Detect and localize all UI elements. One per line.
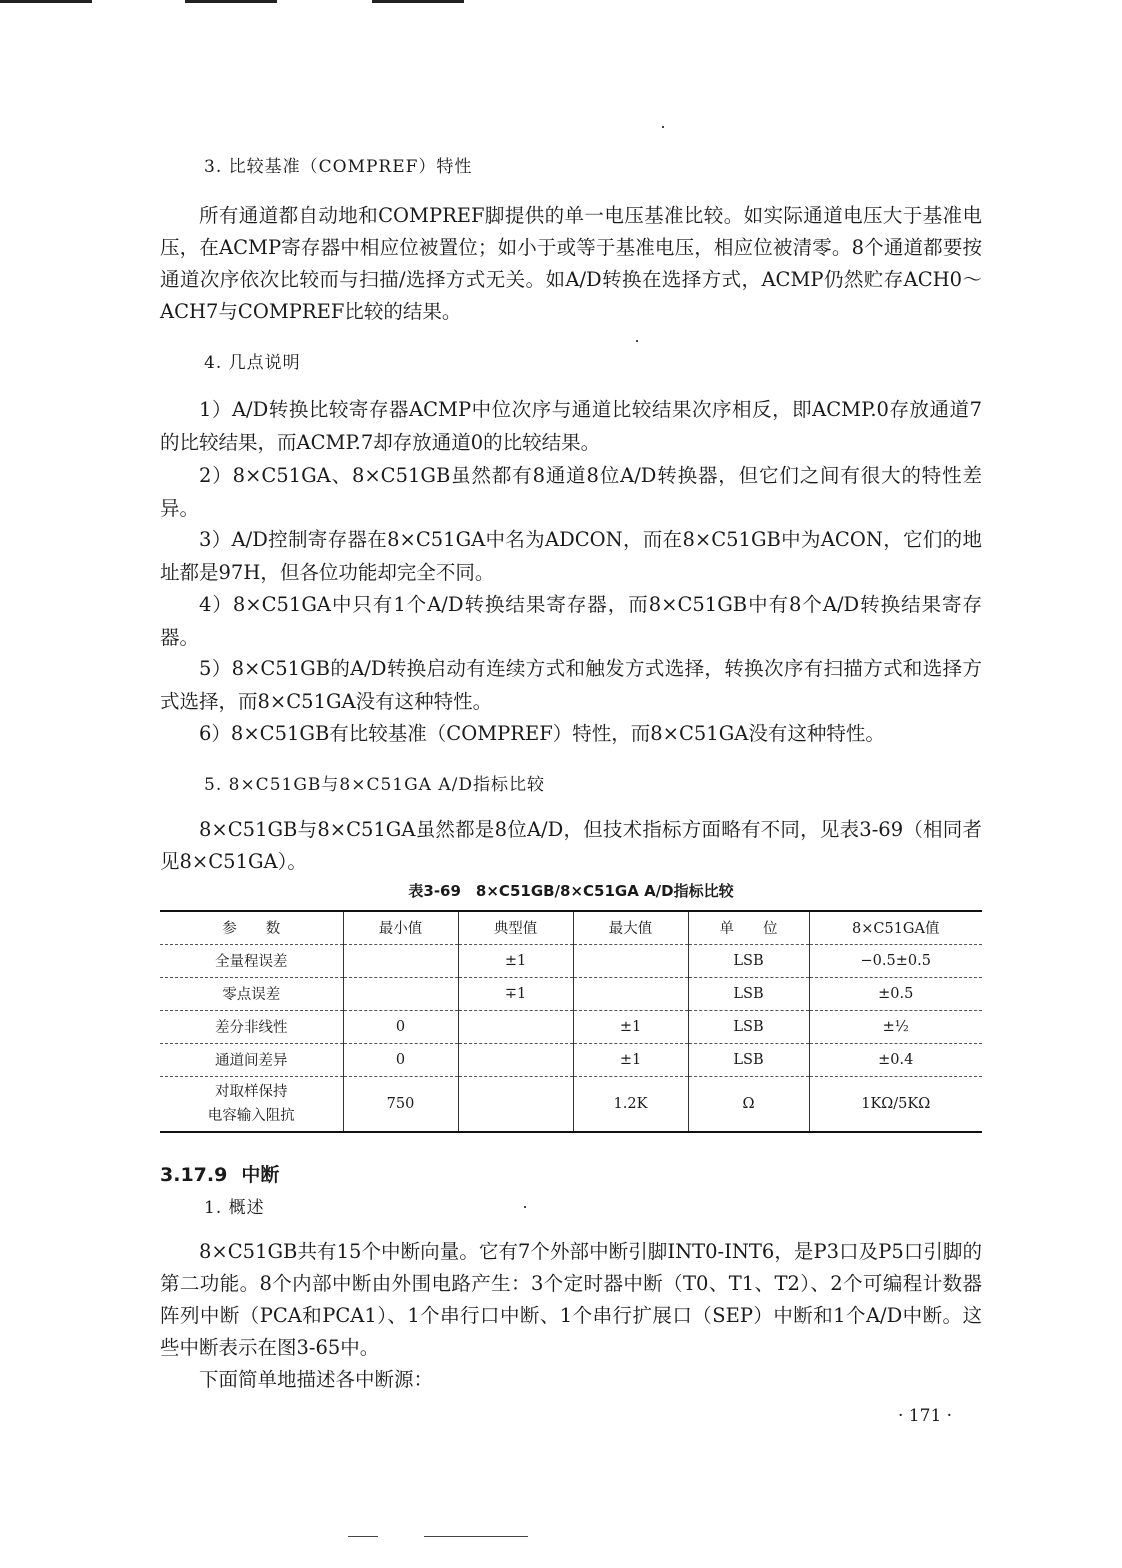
table-cell: ±0.5 (809, 977, 982, 1010)
heading-notes: 4. 几点说明 (204, 353, 301, 373)
table-row (160, 1010, 982, 1043)
table-cell: −0.5±0.5 (809, 944, 982, 977)
table-cell: 1KΩ/5KΩ (809, 1076, 982, 1132)
scan-edge-rule (372, 0, 464, 3)
table-cell: 750 (343, 1076, 458, 1132)
paragraph-interrupt (160, 1236, 982, 1364)
note-item: 6）8×C51GB有比较基准（COMPREF）特性，而8×C51GA没有这种特性。 (199, 722, 885, 745)
paragraph-compref (160, 200, 982, 328)
table-cell: 0 (343, 1010, 458, 1043)
table-row (160, 944, 982, 977)
param-line: 对取样保持 (215, 1083, 288, 1100)
table-cell: LSB (688, 1043, 809, 1076)
heading-compref: 3. 比较基准（COMPREF）特性 (204, 157, 473, 177)
param-line: 电容输入阻抗 (207, 1107, 295, 1124)
table-cell: 1.2K (573, 1076, 688, 1132)
table-row (160, 1043, 982, 1076)
note-item: 5）8×C51GB的A/D转换启动有连续方式和触发方式选择，转换次序有扫描方式和选择方式选择，而8×C51GA没有这种特性。 (160, 657, 982, 713)
table-header-row (160, 911, 982, 944)
table-cell: 0 (343, 1043, 458, 1076)
scan-edge-rule (185, 0, 277, 3)
paragraph-text: 下面简单地描述各中断源： (199, 1368, 434, 1391)
note-item: 3）A/D控制寄存器在8×C51GA中名为ADCON，而在8×C51GB中为ACON，它们的地址都是97H，但各位功能却完全不同。 (160, 528, 982, 584)
table-cell: 零点误差 (222, 987, 281, 1003)
spec-table (160, 910, 982, 1133)
table-cell: ±1 (573, 1010, 688, 1043)
section-title: 中断 (241, 1164, 280, 1186)
table-cell (458, 1010, 573, 1043)
table-cell (160, 1076, 343, 1132)
heading-comparison: 5. 8×C51GB与8×C51GA A/D指标比较 (204, 775, 545, 795)
scan-edge-rule (0, 0, 92, 3)
table-cell: ±1 (458, 944, 573, 977)
note-item: 2）8×C51GA、8×C51GB虽然都有8通道8位A/D转换器，但它们之间有很大的特性差异。 (160, 464, 982, 520)
table-row (160, 1076, 982, 1132)
table-cell: 差分非线性 (215, 1020, 288, 1036)
paragraph-text: 所有通道都自动地和COMPREF脚提供的单一电压基准比较。如实际通道电压大于基准电压，在ACMP寄存器中相应位被置位；如小于或等于基准电压，相应位被清零。8个通道都要按通道次序依次比较而与扫描/选择方式无关。如A/D转换在选择方式，ACMP仍然贮存ACH0～ACH7与COMPREF比较的结果。 (160, 204, 982, 323)
table-cell: LSB (688, 944, 809, 977)
table-cell (458, 1043, 573, 1076)
paragraph-comparison (160, 814, 982, 878)
column-header: 参 数 (222, 921, 281, 938)
table-cell: ∓1 (458, 977, 573, 1010)
table-cell: LSB (688, 977, 809, 1010)
column-header: 单 位 (688, 911, 809, 944)
column-header: 最小值 (343, 911, 458, 944)
heading-overview: 1. 概述 (204, 1198, 265, 1218)
section-heading (160, 1160, 293, 1187)
column-header: 典型值 (458, 911, 573, 944)
paragraph-sources (160, 1364, 982, 1396)
scan-speck (636, 340, 638, 342)
scan-speck (348, 1536, 378, 1537)
paragraph-text: 8×C51GB共有15个中断向量。它有7个外部中断引脚INT0-INT6，是P3口及P5口引脚的第二功能。8个内部中断由外围电路产生：3个定时器中断（T0、T1、T2）、2个可编程计数器阵列中断（PCA和PCA1）、1个串行口中断、1个串行扩展口（SEP）中断和1个A/D中断。这些中断表示在图3-65中。 (160, 1240, 982, 1359)
column-header: 8×C51GA值 (809, 911, 982, 944)
scan-speck (524, 1206, 526, 1208)
table-cell: ±½ (809, 1010, 982, 1043)
note-item: 1）A/D转换比较寄存器ACMP中位次序与通道比较结果次序相反，即ACMP.0存放通道7的比较结果，而ACMP.7却存放通道0的比较结果。 (160, 398, 982, 454)
scan-speck (662, 126, 664, 128)
table-cell: 通道间差异 (215, 1053, 288, 1069)
table-cell: Ω (688, 1076, 809, 1132)
scan-speck (424, 1536, 528, 1537)
note-item: 4）8×C51GA中只有1个A/D转换结果寄存器，而8×C51GB中有8个A/D转换结果寄存器。 (160, 593, 982, 649)
table-cell (573, 944, 688, 977)
table-cell: LSB (688, 1010, 809, 1043)
column-header: 最大值 (573, 911, 688, 944)
table-cell: ±1 (573, 1043, 688, 1076)
table-row (160, 977, 982, 1010)
page-number: · 171 · (898, 1406, 953, 1426)
table-cell (343, 944, 458, 977)
table-cell (458, 1076, 573, 1132)
table-cell (343, 977, 458, 1010)
table-cell (573, 977, 688, 1010)
table-cell: ±0.4 (809, 1043, 982, 1076)
paragraph-text: 8×C51GB与8×C51GA虽然都是8位A/D，但技术指标方面略有不同，见表3-69（相同者见8×C51GA）。 (160, 818, 982, 873)
table-caption: 表3-69 8×C51GB/8×C51GA A/D指标比较 (408, 882, 734, 900)
section-number: 3.17.9 (160, 1164, 228, 1186)
table-cell: 全量程误差 (215, 954, 288, 970)
